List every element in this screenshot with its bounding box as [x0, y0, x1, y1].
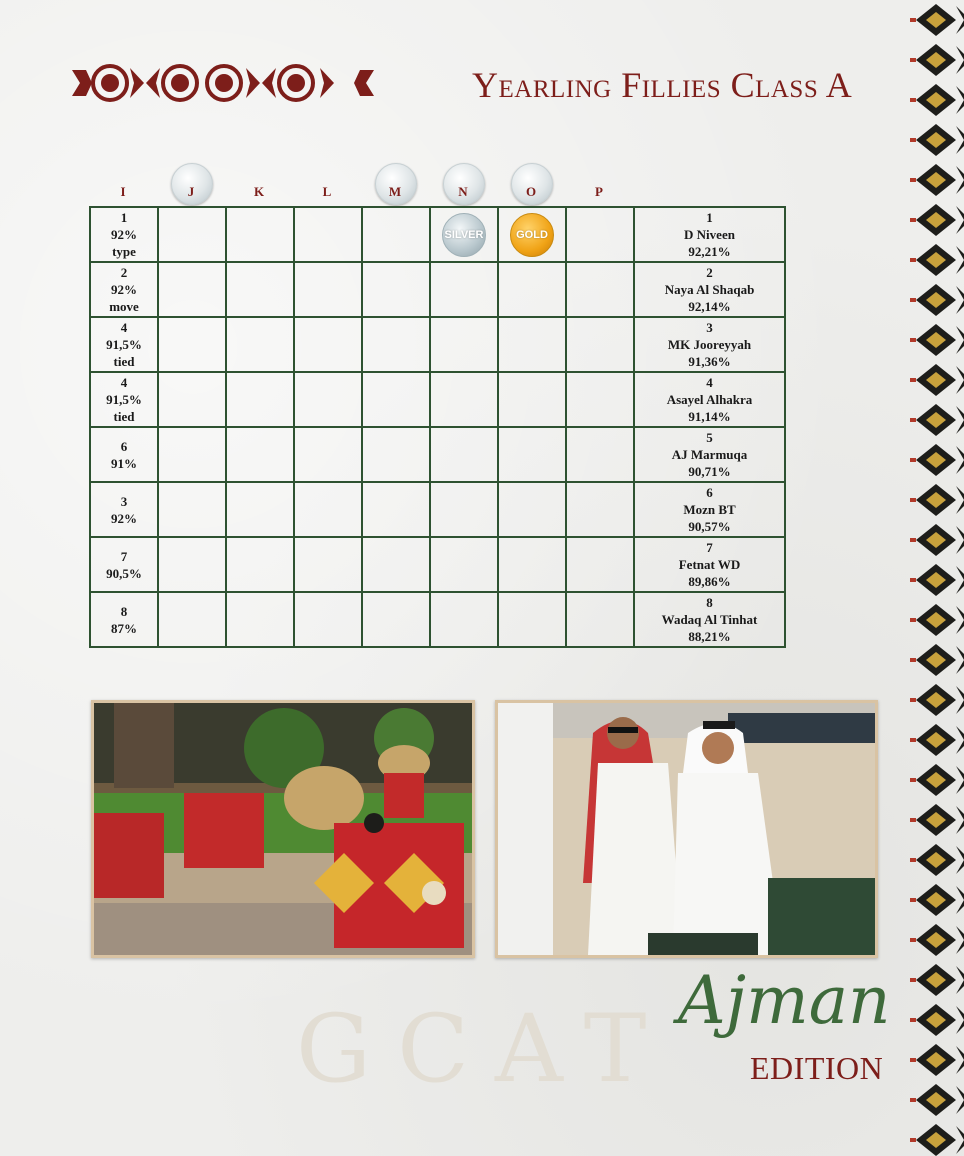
- judge-cell: [294, 262, 362, 317]
- judge-cell: [430, 372, 498, 427]
- judge-i-score: 6 91%: [90, 427, 158, 482]
- judge-cell: [362, 427, 430, 482]
- judge-cell: [158, 592, 226, 647]
- photo-woven-cushions: [91, 700, 475, 958]
- judge-cell: [158, 482, 226, 537]
- judge-cell: [362, 317, 430, 372]
- judge-cell: [498, 427, 566, 482]
- result-cell: 7 Fetnat WD 89,86%: [634, 537, 785, 592]
- judge-cell: [566, 482, 634, 537]
- judge-letter-i: I: [120, 184, 126, 199]
- table-row: [90, 207, 785, 262]
- result-cell: 1 D Niveen 92,21%: [634, 207, 785, 262]
- judge-cell: [362, 372, 430, 427]
- judge-i-score: 1 92% type: [90, 207, 158, 262]
- judge-cell: [498, 537, 566, 592]
- table-row: [90, 482, 785, 537]
- judge-cell: [226, 537, 294, 592]
- judge-letter-p: P: [595, 184, 603, 199]
- judge-cell: [362, 482, 430, 537]
- judge-cell: [362, 262, 430, 317]
- judge-cell: [226, 262, 294, 317]
- judge-cell: [430, 207, 498, 262]
- judge-cell: [294, 427, 362, 482]
- judge-i-score: 8 87%: [90, 592, 158, 647]
- result-cell: 4 Asayel Alhakra 91,14%: [634, 372, 785, 427]
- judge-cell: [158, 537, 226, 592]
- judge-letter-m: M: [388, 184, 402, 199]
- judge-letter-l: L: [322, 184, 332, 199]
- gcat-watermark: GCAT: [296, 995, 673, 1104]
- judge-cell: [566, 592, 634, 647]
- judge-i-score: 7 90,5%: [90, 537, 158, 592]
- judge-cell: [294, 482, 362, 537]
- judge-cell: [498, 262, 566, 317]
- judge-letter-n: N: [458, 184, 468, 199]
- judge-cell: [566, 207, 634, 262]
- decorative-ornament: [72, 62, 374, 104]
- judge-cell: [158, 317, 226, 372]
- judge-cell: [294, 592, 362, 647]
- judge-cell: [362, 207, 430, 262]
- judge-cell: [158, 207, 226, 262]
- judge-cell: [158, 372, 226, 427]
- judge-cell: [430, 427, 498, 482]
- judge-cell: [566, 427, 634, 482]
- judge-cell: [362, 592, 430, 647]
- judge-cell: [498, 372, 566, 427]
- judge-cell: [498, 207, 566, 262]
- judge-cell: [294, 207, 362, 262]
- judge-i-score: 3 92%: [90, 482, 158, 537]
- result-cell: 6 Mozn BT 90,57%: [634, 482, 785, 537]
- judge-cell: [226, 427, 294, 482]
- judge-cell: [566, 262, 634, 317]
- table-row: [90, 317, 785, 372]
- judge-cell: [566, 372, 634, 427]
- judge-cell: [430, 592, 498, 647]
- judge-cell: [158, 427, 226, 482]
- judge-cell: [226, 482, 294, 537]
- decorative-border: [906, 0, 964, 1156]
- judge-cell: [226, 207, 294, 262]
- judge-cell: [498, 482, 566, 537]
- silver-medal-icon: SILVER: [442, 213, 486, 257]
- judge-cell: [294, 317, 362, 372]
- photo-attendees: [495, 700, 878, 958]
- edition-label: EDITION: [750, 1050, 884, 1086]
- judge-i-score: 2 92% move: [90, 262, 158, 317]
- result-cell: 5 AJ Marmuqa 90,71%: [634, 427, 785, 482]
- judge-cell: [430, 317, 498, 372]
- judge-cell: [226, 372, 294, 427]
- judge-cell: [566, 537, 634, 592]
- gold-medal-icon: GOLD: [510, 213, 554, 257]
- table-row: [90, 592, 785, 647]
- judge-i-score: 4 91,5% tied: [90, 317, 158, 372]
- judge-cell: [498, 592, 566, 647]
- result-cell: 8 Wadaq Al Tinhat 88,21%: [634, 592, 785, 647]
- results-table: [89, 206, 786, 648]
- judge-cell: [226, 592, 294, 647]
- judge-cell: [430, 537, 498, 592]
- class-title: Yearling Fillies Class A: [472, 65, 853, 105]
- judge-i-score: 4 91,5% tied: [90, 372, 158, 427]
- judge-letter-j: J: [187, 184, 195, 199]
- result-cell: 2 Naya Al Shaqab 92,14%: [634, 262, 785, 317]
- table-row: [90, 262, 785, 317]
- ajman-script-logo: Ajman: [678, 962, 891, 1039]
- result-cell: 3 MK Jooreyyah 91,36%: [634, 317, 785, 372]
- judge-cell: [362, 537, 430, 592]
- judge-cell: [294, 537, 362, 592]
- judge-letter-k: K: [253, 184, 265, 199]
- judge-cell: [430, 482, 498, 537]
- judge-cell: [226, 317, 294, 372]
- table-row: [90, 537, 785, 592]
- table-row: [90, 427, 785, 482]
- judge-cell: [566, 317, 634, 372]
- table-row: [90, 372, 785, 427]
- judge-cell: [498, 317, 566, 372]
- judge-cell: [158, 262, 226, 317]
- judge-cell: [430, 262, 498, 317]
- judge-cell: [294, 372, 362, 427]
- judge-letter-o: O: [525, 184, 537, 199]
